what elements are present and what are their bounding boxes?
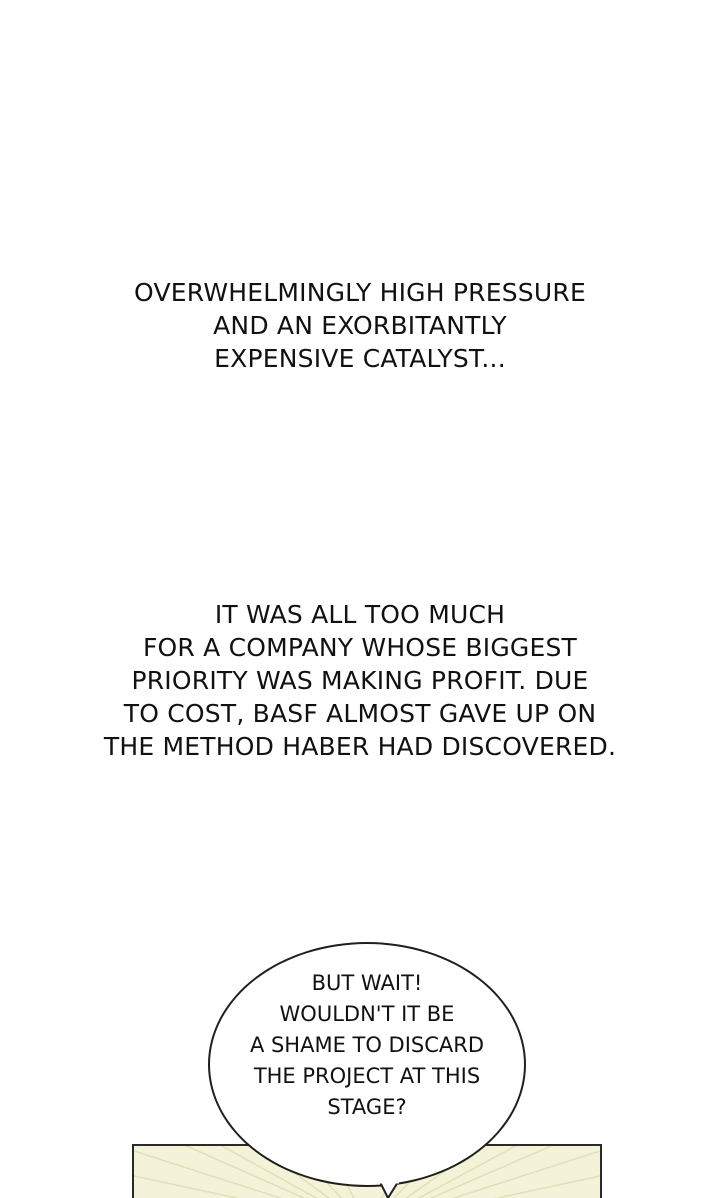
dialogue-line: THE PROJECT AT THIS	[253, 1064, 481, 1088]
dialogue-line: STAGE?	[327, 1095, 407, 1119]
narration-caption-2	[0, 598, 720, 763]
caption-line: EXPENSIVE CATALYST...	[214, 344, 506, 373]
speech-bubble-text	[208, 968, 526, 1123]
dialogue-line: BUT WAIT!	[311, 971, 423, 995]
caption-line: PRIORITY WAS MAKING PROFIT. DUE	[131, 666, 589, 695]
speech-bubble-tail	[380, 1182, 406, 1198]
caption-line: FOR A COMPANY WHOSE BIGGEST	[142, 633, 578, 662]
dialogue-line: A SHAME TO DISCARD	[249, 1033, 485, 1057]
dialogue-line: WOULDN'T IT BE	[279, 1002, 455, 1026]
caption-line: THE METHOD HABER HAD DISCOVERED.	[103, 732, 617, 761]
caption-line: TO COST, BASF ALMOST GAVE UP ON	[123, 699, 597, 728]
narration-caption-1	[0, 276, 720, 375]
caption-line: IT WAS ALL TOO MUCH	[214, 600, 506, 629]
caption-line: OVERWHELMINGLY HIGH PRESSURE	[134, 278, 586, 307]
caption-line: AND AN EXORBITANTLY	[213, 311, 507, 340]
